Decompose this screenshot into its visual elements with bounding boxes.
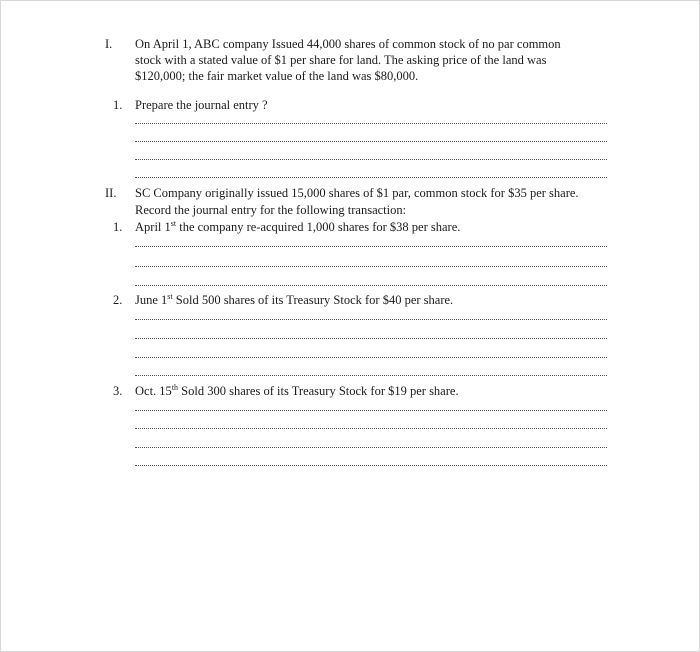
answer-line[interactable]	[135, 428, 607, 429]
answer-line[interactable]	[135, 447, 607, 448]
answer-line[interactable]	[135, 410, 607, 411]
question-2-1-number: 1.	[113, 220, 123, 234]
answer-line[interactable]	[135, 319, 607, 320]
answer-line[interactable]	[135, 338, 607, 339]
question-1-text: Prepare the journal entry ?	[135, 98, 268, 112]
answer-line[interactable]	[135, 123, 607, 124]
section-1-numeral: I.	[105, 37, 113, 51]
question-2-2-number: 2.	[113, 293, 123, 307]
section-1-line-2: stock with a stated value of $1 per share for land. The asking price of the land was	[135, 53, 547, 67]
section-2-line-1: SC Company originally issued 15,000 shares of $1 par, common stock for $35 per share.	[135, 186, 579, 200]
answer-line[interactable]	[135, 159, 607, 160]
answer-line[interactable]	[135, 357, 607, 358]
section-1-line-1: On April 1, ABC company Issued 44,000 shares of common stock of no par common	[135, 37, 561, 51]
answer-line[interactable]	[135, 465, 607, 466]
section-2-numeral: II.	[105, 186, 117, 200]
section-2-line-2: Record the journal entry for the following transaction:	[135, 203, 407, 217]
question-2-2-text: June 1st Sold 500 shares of its Treasury Stock for $40 per share.	[135, 291, 454, 307]
question-2-3-text: Oct. 15th Sold 300 shares of its Treasury Stock for $19 per share.	[135, 382, 459, 398]
answer-line[interactable]	[135, 141, 607, 142]
answer-line[interactable]	[135, 375, 607, 376]
answer-line[interactable]	[135, 177, 607, 178]
question-1-number: 1.	[113, 98, 123, 112]
answer-line[interactable]	[135, 266, 607, 267]
question-2-3-number: 3.	[113, 384, 123, 398]
question-2-1-text: April 1st the company re-acquired 1,000 shares for $38 per share.	[135, 218, 461, 234]
answer-line[interactable]	[135, 285, 607, 286]
answer-line[interactable]	[135, 246, 607, 247]
section-1-line-3: $120,000; the fair market value of the land was $80,000.	[135, 69, 419, 83]
